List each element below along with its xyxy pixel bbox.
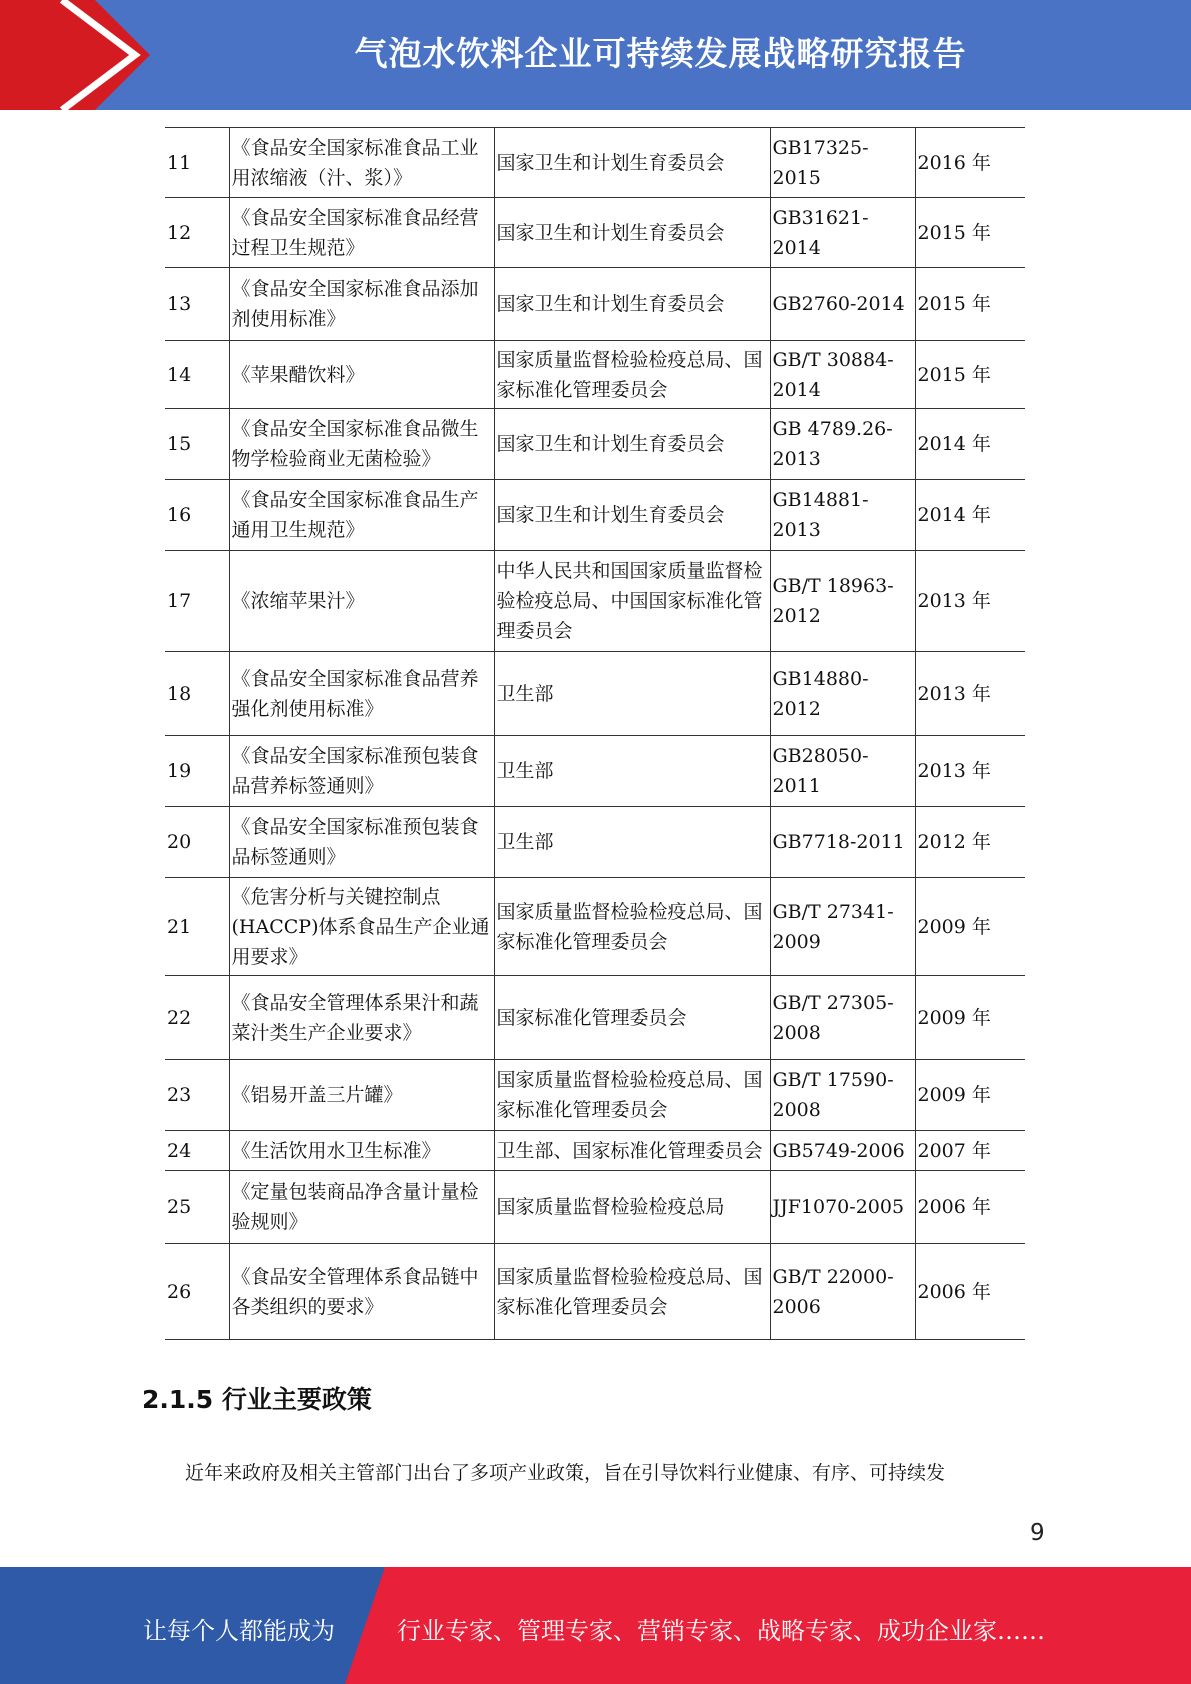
cell-standard-name: 《浓缩苹果汁》 [229, 551, 494, 652]
cell-issuing-body: 国家卫生和计划生育委员会 [494, 480, 770, 551]
cell-number: 12 [165, 198, 229, 268]
cell-year: 2009 年 [915, 1060, 1025, 1131]
cell-standard-code: GB/T 30884-2014 [770, 341, 915, 409]
footer-slogan-left: 让每个人都能成为 [143, 1617, 335, 1645]
cell-issuing-body: 卫生部 [494, 736, 770, 807]
cell-standard-code: GB7718-2011 [770, 807, 915, 878]
table-row [165, 409, 1025, 480]
cell-number: 15 [165, 409, 229, 480]
cell-issuing-body: 国家质量监督检验检疫总局、国家标准化管理委员会 [494, 1244, 770, 1340]
cell-issuing-body: 国家卫生和计划生育委员会 [494, 409, 770, 480]
cell-issuing-body: 卫生部 [494, 652, 770, 736]
table-row [165, 128, 1025, 198]
table-row [165, 878, 1025, 976]
cell-number: 18 [165, 652, 229, 736]
cell-issuing-body: 国家卫生和计划生育委员会 [494, 268, 770, 341]
standards-table [165, 127, 1025, 1340]
section-heading: 2.1.5 行业主要政策 [142, 1385, 372, 1414]
cell-standard-name: 《生活饮用水卫生标准》 [229, 1131, 494, 1171]
cell-standard-code: GB/T 27305-2008 [770, 976, 915, 1060]
cell-year: 2014 年 [915, 480, 1025, 551]
cell-standard-name: 《食品安全国家标准预包装食品标签通则》 [229, 807, 494, 878]
table-row [165, 1244, 1025, 1340]
cell-standard-name: 《食品安全国家标准食品添加剂使用标准》 [229, 268, 494, 341]
cell-standard-name: 《食品安全管理体系果汁和蔬菜汁类生产企业要求》 [229, 976, 494, 1060]
cell-year: 2013 年 [915, 736, 1025, 807]
cell-number: 14 [165, 341, 229, 409]
cell-year: 2009 年 [915, 976, 1025, 1060]
cell-standard-code: GB28050-2011 [770, 736, 915, 807]
cell-number: 20 [165, 807, 229, 878]
cell-number: 13 [165, 268, 229, 341]
header-arrow-decoration [0, 0, 160, 110]
cell-number: 23 [165, 1060, 229, 1131]
cell-year: 2015 年 [915, 198, 1025, 268]
cell-standard-name: 《食品安全国家标准食品工业用浓缩液（汁、浆）》 [229, 128, 494, 198]
table-row [165, 341, 1025, 409]
cell-issuing-body: 国家质量监督检验检疫总局、国家标准化管理委员会 [494, 878, 770, 976]
table-row [165, 1171, 1025, 1244]
table-row [165, 1060, 1025, 1131]
table-row [165, 807, 1025, 878]
cell-issuing-body: 国家质量监督检验检疫总局、国家标准化管理委员会 [494, 1060, 770, 1131]
cell-standard-name: 《定量包装商品净含量计量检验规则》 [229, 1171, 494, 1244]
cell-year: 2007 年 [915, 1131, 1025, 1171]
cell-standard-code: GB14881-2013 [770, 480, 915, 551]
cell-standard-code: GB/T 17590-2008 [770, 1060, 915, 1131]
table-row [165, 551, 1025, 652]
page-footer [0, 1567, 1191, 1684]
cell-issuing-body: 卫生部 [494, 807, 770, 878]
cell-standard-code: GB14880-2012 [770, 652, 915, 736]
table-row [165, 268, 1025, 341]
cell-standard-name: 《食品安全管理体系食品链中各类组织的要求》 [229, 1244, 494, 1340]
cell-year: 2015 年 [915, 268, 1025, 341]
cell-standard-name: 《食品安全国家标准食品营养强化剂使用标准》 [229, 652, 494, 736]
table-row [165, 736, 1025, 807]
cell-standard-code: GB/T 22000-2006 [770, 1244, 915, 1340]
cell-standard-code: JJF1070-2005 [770, 1171, 915, 1244]
cell-year: 2013 年 [915, 551, 1025, 652]
cell-issuing-body: 国家卫生和计划生育委员会 [494, 198, 770, 268]
page-number: 9 [1030, 1520, 1045, 1546]
cell-standard-code: GB/T 18963-2012 [770, 551, 915, 652]
cell-standard-code: GB 4789.26-2013 [770, 409, 915, 480]
cell-year: 2015 年 [915, 341, 1025, 409]
cell-standard-name: 《食品安全国家标准食品微生物学检验商业无菌检验》 [229, 409, 494, 480]
cell-issuing-body: 卫生部、国家标准化管理委员会 [494, 1131, 770, 1171]
cell-year: 2006 年 [915, 1171, 1025, 1244]
cell-number: 21 [165, 878, 229, 976]
cell-issuing-body: 国家质量监督检验检疫总局、国家标准化管理委员会 [494, 341, 770, 409]
cell-standard-name: 《危害分析与关键控制点(HACCP)体系食品生产企业通用要求》 [229, 878, 494, 976]
table-row [165, 976, 1025, 1060]
cell-year: 2009 年 [915, 878, 1025, 976]
cell-year: 2012 年 [915, 807, 1025, 878]
cell-issuing-body: 国家质量监督检验检疫总局 [494, 1171, 770, 1244]
cell-standard-code: GB/T 27341-2009 [770, 878, 915, 976]
cell-standard-code: GB17325-2015 [770, 128, 915, 198]
cell-issuing-body: 国家卫生和计划生育委员会 [494, 128, 770, 198]
cell-standard-name: 《食品安全国家标准食品生产通用卫生规范》 [229, 480, 494, 551]
section-paragraph: 近年来政府及相关主管部门出台了多项产业政策，旨在引导饮料行业健康、有序、可持续发 [185, 1462, 946, 1484]
cell-year: 2016 年 [915, 128, 1025, 198]
table-row [165, 480, 1025, 551]
cell-standard-code: GB5749-2006 [770, 1131, 915, 1171]
table-row [165, 652, 1025, 736]
cell-number: 24 [165, 1131, 229, 1171]
standards-table-body [165, 128, 1025, 1340]
cell-standard-code: GB2760-2014 [770, 268, 915, 341]
cell-number: 25 [165, 1171, 229, 1244]
cell-standard-name: 《食品安全国家标准预包装食品营养标签通则》 [229, 736, 494, 807]
cell-year: 2014 年 [915, 409, 1025, 480]
footer-slogan-right: 行业专家、管理专家、营销专家、战略专家、成功企业家…… [397, 1617, 1045, 1645]
page-header [0, 0, 1191, 110]
cell-year: 2006 年 [915, 1244, 1025, 1340]
cell-standard-code: GB31621-2014 [770, 198, 915, 268]
cell-issuing-body: 中华人民共和国国家质量监督检验检疫总局、中国国家标准化管理委员会 [494, 551, 770, 652]
cell-number: 11 [165, 128, 229, 198]
cell-standard-name: 《苹果醋饮料》 [229, 341, 494, 409]
cell-standard-name: 《铝易开盖三片罐》 [229, 1060, 494, 1131]
cell-number: 26 [165, 1244, 229, 1340]
cell-number: 17 [165, 551, 229, 652]
cell-year: 2013 年 [915, 652, 1025, 736]
cell-number: 22 [165, 976, 229, 1060]
cell-number: 16 [165, 480, 229, 551]
table-row [165, 1131, 1025, 1171]
table-row [165, 198, 1025, 268]
cell-number: 19 [165, 736, 229, 807]
report-title: 气泡水饮料企业可持续发展战略研究报告 [354, 34, 967, 73]
cell-issuing-body: 国家标准化管理委员会 [494, 976, 770, 1060]
cell-standard-name: 《食品安全国家标准食品经营过程卫生规范》 [229, 198, 494, 268]
